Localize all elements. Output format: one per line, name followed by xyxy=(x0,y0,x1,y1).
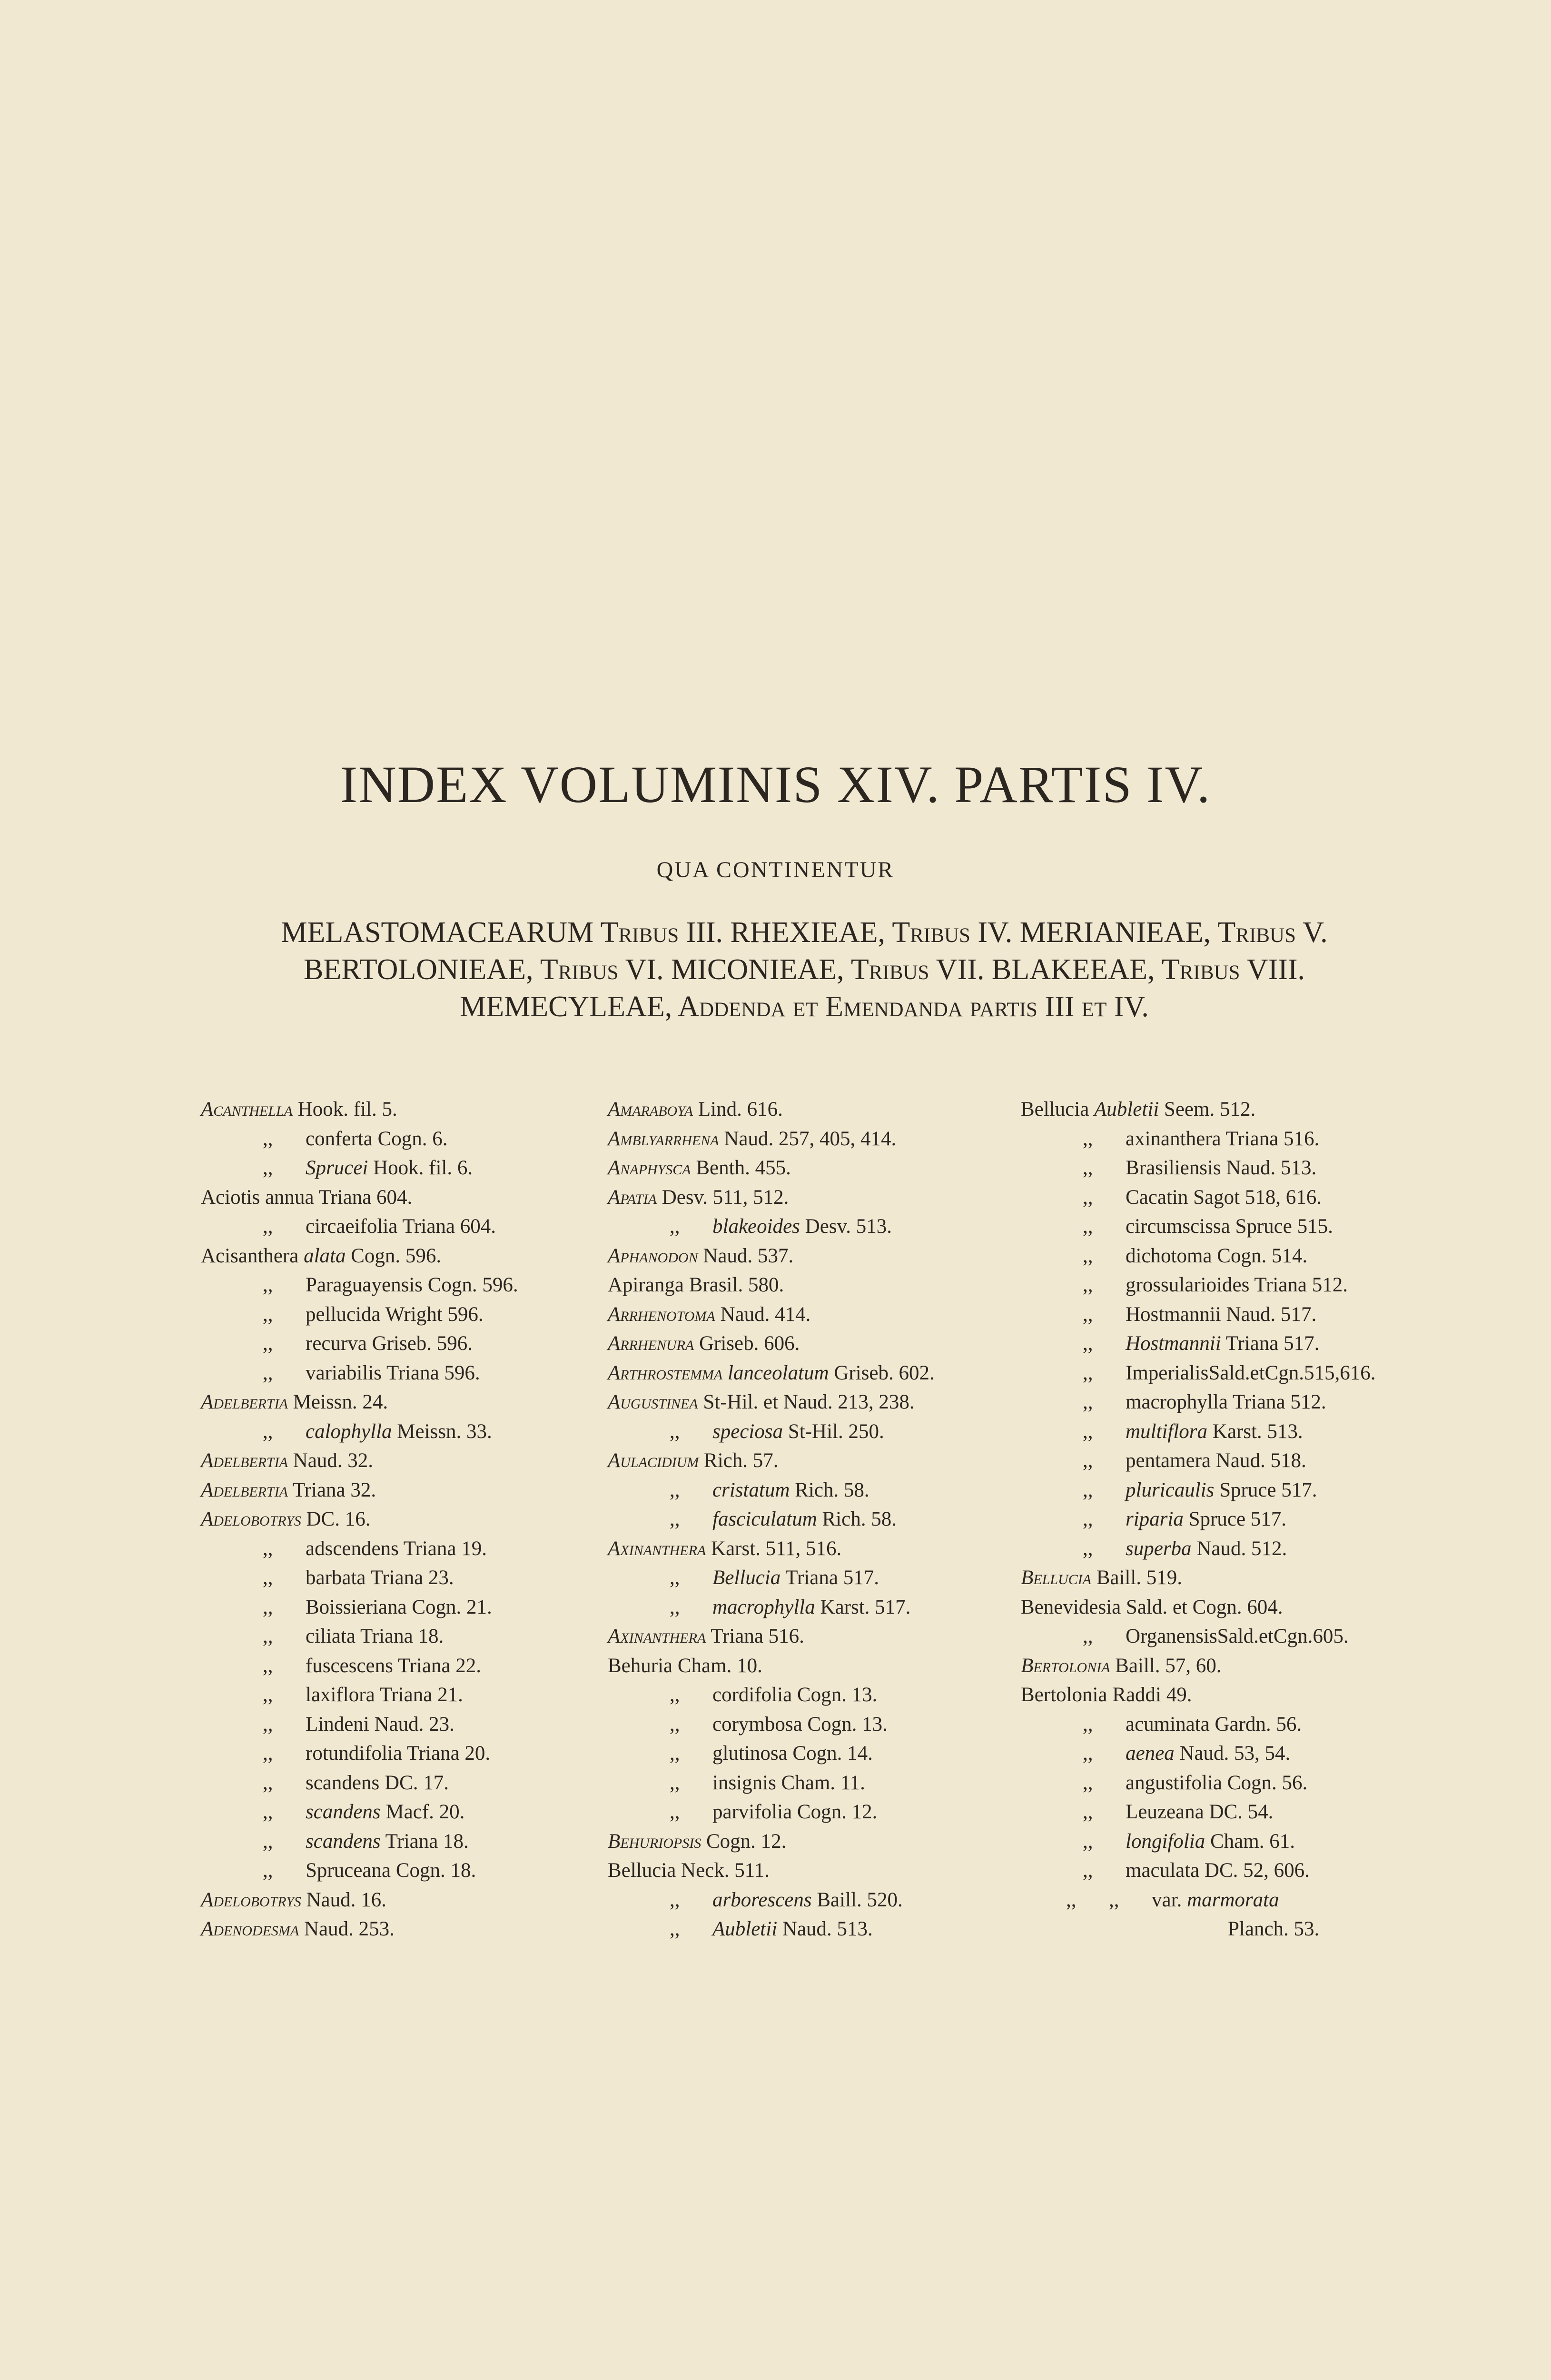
entry-text: DC. 16. xyxy=(301,1508,371,1530)
ditto-mark: ,, xyxy=(263,1771,273,1794)
index-entry xyxy=(201,1768,582,1798)
species-epithet: scandens xyxy=(306,1801,381,1823)
entry-text: Triana 18. xyxy=(380,1830,469,1853)
entry-text: pentamera Naud. 518. xyxy=(1126,1449,1306,1472)
entry-text: Bellucia Neck. 511. xyxy=(608,1859,770,1882)
entry-text: Acisanthera xyxy=(201,1244,304,1267)
index-entry xyxy=(1021,1739,1402,1768)
entry-text: Karst. 517. xyxy=(815,1596,911,1618)
entry-text: Triana 517. xyxy=(1221,1332,1320,1355)
ditto-mark: ,, xyxy=(670,1771,680,1794)
entry-text: Naud. 512. xyxy=(1191,1537,1287,1560)
index-entry xyxy=(1021,1212,1402,1241)
species-epithet: Bellucia xyxy=(712,1567,781,1589)
ditto-mark: ,, xyxy=(263,1654,273,1677)
entry-text: Aciotis annua Triana 604. xyxy=(201,1186,413,1209)
index-entry xyxy=(1021,1476,1402,1505)
index-column-2 xyxy=(608,1095,988,1944)
entry-text: Desv. 511, 512. xyxy=(656,1186,789,1209)
entry-text: Cogn. 596. xyxy=(346,1244,442,1267)
entry-text: ciliata Triana 18. xyxy=(306,1625,444,1647)
genus-name: Adelobotrys xyxy=(201,1888,301,1911)
ditto-mark: ,, xyxy=(670,1215,680,1238)
index-entry xyxy=(201,1124,582,1154)
index-entry xyxy=(608,1885,988,1915)
entry-text: Cogn. 12. xyxy=(701,1830,787,1853)
index-entry xyxy=(1021,1651,1402,1681)
entry-text: Bertolonia Raddi 49. xyxy=(1021,1684,1192,1706)
ditto-mark: ,, xyxy=(1109,1888,1119,1911)
entry-text: Naud. 253. xyxy=(299,1918,395,1940)
ditto-mark: ,, xyxy=(1083,1625,1093,1647)
entry-text: pellucida Wright 596. xyxy=(306,1303,484,1326)
entry-text: Rich. 57. xyxy=(699,1449,779,1472)
index-entry xyxy=(1021,1417,1402,1447)
ditto-mark: ,, xyxy=(263,1596,273,1618)
index-entry xyxy=(201,1446,582,1476)
ditto-mark: ,, xyxy=(1083,1830,1093,1853)
ditto-mark: ,, xyxy=(1083,1127,1093,1150)
index-entry xyxy=(1021,1153,1402,1183)
entry-text: Benevidesia Sald. et Cogn. 604. xyxy=(1021,1596,1283,1618)
index-entry xyxy=(1021,1095,1402,1124)
ditto-mark: ,, xyxy=(263,1684,273,1706)
species-epithet: arborescens xyxy=(712,1888,812,1911)
genus-name: Adelbertia xyxy=(201,1449,288,1472)
index-entry xyxy=(608,1212,988,1241)
entry-text: cordifolia Cogn. 13. xyxy=(712,1684,878,1706)
genus-name: Apatia xyxy=(608,1186,657,1209)
entry-text: Meissn. 33. xyxy=(392,1420,492,1443)
species-epithet: pluricaulis xyxy=(1126,1478,1215,1501)
index-entry xyxy=(1021,1710,1402,1739)
entry-text: Karst. 511, 516. xyxy=(706,1537,842,1560)
genus-name: Behuriopsis xyxy=(608,1830,701,1853)
ditto-mark: ,, xyxy=(1083,1215,1093,1238)
entry-text: Karst. 513. xyxy=(1207,1420,1303,1443)
index-column-1 xyxy=(201,1095,582,1944)
entry-text: Naud. 16. xyxy=(301,1888,386,1911)
entry-text: Bellucia xyxy=(1021,1098,1095,1121)
index-entry xyxy=(201,1270,582,1300)
entry-text: Leuzeana DC. 54. xyxy=(1126,1801,1274,1823)
index-entry xyxy=(1021,1359,1402,1388)
genus-name: Aulacidium xyxy=(608,1449,699,1472)
index-entry xyxy=(201,1388,582,1417)
entry-text: Desv. 513. xyxy=(800,1215,892,1238)
entry-text: circaeifolia Triana 604. xyxy=(306,1215,496,1238)
entry-text: Hostmannii Naud. 517. xyxy=(1126,1303,1317,1326)
entry-text: variabilis Triana 596. xyxy=(306,1361,480,1384)
ditto-mark: ,, xyxy=(670,1567,680,1589)
index-entry xyxy=(1021,1768,1402,1798)
entry-continuation: Planch. 53. xyxy=(1228,1918,1320,1940)
ditto-mark: ,, xyxy=(263,1537,273,1560)
index-entry xyxy=(201,1563,582,1593)
index-entry xyxy=(201,1914,582,1944)
index-entry xyxy=(608,1680,988,1710)
index-entry xyxy=(201,1505,582,1534)
ditto-mark: ,, xyxy=(1083,1244,1093,1267)
entry-text: OrganensisSald.etCgn.605. xyxy=(1126,1625,1349,1647)
genus-name: Arthrostemma xyxy=(608,1361,723,1384)
species-epithet: Aubletii xyxy=(1094,1098,1159,1121)
index-entry xyxy=(201,1241,582,1271)
index-entry xyxy=(1021,1856,1402,1885)
species-epithet: lanceolatum xyxy=(722,1361,829,1384)
genus-name: Aphanodon xyxy=(608,1244,698,1267)
index-entry xyxy=(201,1359,582,1388)
entry-text: Boissieriana Cogn. 21. xyxy=(306,1596,492,1618)
ditto-mark: ,, xyxy=(1083,1537,1093,1560)
ditto-mark: ,, xyxy=(1083,1508,1093,1530)
entry-text: Spruce 517. xyxy=(1214,1478,1317,1501)
index-entry xyxy=(608,1183,988,1212)
index-entry xyxy=(1021,1914,1402,1944)
genus-name: Amaraboya xyxy=(608,1098,693,1121)
genus-name: Adelobotrys xyxy=(201,1508,301,1530)
ditto-mark: ,, xyxy=(263,1859,273,1882)
ditto-mark: ,, xyxy=(670,1713,680,1735)
entry-text: Cham. 61. xyxy=(1205,1830,1295,1853)
species-epithet: cristatum xyxy=(712,1478,790,1501)
index-entry xyxy=(1021,1827,1402,1856)
species-epithet: marmorata xyxy=(1187,1888,1279,1911)
species-epithet: longifolia xyxy=(1126,1830,1205,1853)
entry-text: acuminata Gardn. 56. xyxy=(1126,1713,1302,1735)
ditto-mark: ,, xyxy=(670,1801,680,1823)
entry-text: Benth. 455. xyxy=(691,1157,791,1179)
entry-text: Rich. 58. xyxy=(790,1478,869,1501)
entry-text: rotundifolia Triana 20. xyxy=(306,1742,491,1765)
index-entry xyxy=(1021,1797,1402,1827)
ditto-mark: ,, xyxy=(1083,1859,1093,1882)
ditto-mark: ,, xyxy=(263,1215,273,1238)
index-entry xyxy=(201,1797,582,1827)
genus-name: Axinanthera xyxy=(608,1625,706,1647)
entry-text: maculata DC. 52, 606. xyxy=(1126,1859,1310,1882)
genus-name: Augustinea xyxy=(608,1391,698,1413)
index-entry xyxy=(1021,1446,1402,1476)
ditto-mark: ,, xyxy=(1083,1274,1093,1296)
index-entry xyxy=(1021,1300,1402,1329)
index-entry xyxy=(608,1622,988,1651)
entry-text: circumscissa Spruce 515. xyxy=(1126,1215,1333,1238)
species-epithet: scandens xyxy=(306,1830,381,1853)
entry-text: Naud. 53, 54. xyxy=(1174,1742,1291,1765)
species-epithet: multiflora xyxy=(1126,1420,1208,1443)
ditto-mark: ,, xyxy=(1083,1478,1093,1501)
ditto-mark: ,, xyxy=(1083,1420,1093,1443)
index-entry xyxy=(608,1124,988,1154)
contents-description: MELASTOMACEARUM Tribus III. RHEXIEAE, Tribus IV. MERIANIEAE, Tribus V. BERTOLONIEAE, Tribus VI. MICONIEAE, Tribus VII. BLAKEEAE, Tribus VIII. MEMECYLEAE, Addenda et Emendanda partis III et IV. xyxy=(281,916,1328,1023)
index-entry xyxy=(608,1446,988,1476)
genus-name: Axinanthera xyxy=(608,1537,706,1560)
ditto-mark: ,, xyxy=(263,1420,273,1443)
entry-text: Baill. 519. xyxy=(1091,1567,1183,1589)
ditto-mark: ,, xyxy=(670,1918,680,1940)
ditto-mark: ,, xyxy=(1083,1332,1093,1355)
index-entry xyxy=(608,1270,988,1300)
entry-text: corymbosa Cogn. 13. xyxy=(712,1713,888,1735)
entry-text: Naud. 32. xyxy=(287,1449,374,1472)
genus-name: Anaphysca xyxy=(608,1157,691,1179)
index-column-3 xyxy=(1021,1095,1402,1944)
index-entry xyxy=(1021,1388,1402,1417)
index-entry xyxy=(1021,1534,1402,1564)
ditto-mark: ,, xyxy=(263,1274,273,1296)
entry-text: fuscescens Triana 22. xyxy=(306,1654,482,1677)
species-epithet: blakeoides xyxy=(712,1215,800,1238)
genus-name: Bellucia xyxy=(1021,1567,1091,1589)
ditto-mark: ,, xyxy=(263,1801,273,1823)
index-entry xyxy=(1021,1593,1402,1622)
index-entry xyxy=(201,1856,582,1885)
ditto-mark: ,, xyxy=(670,1888,680,1911)
index-entry xyxy=(608,1856,988,1885)
entry-text: Naud. 537. xyxy=(698,1244,794,1267)
ditto-mark: ,, xyxy=(670,1596,680,1618)
ditto-mark: ,, xyxy=(263,1303,273,1326)
species-epithet: Aubletii xyxy=(712,1918,778,1940)
species-epithet: Sprucei xyxy=(306,1157,368,1179)
genus-name: Arrhenura xyxy=(608,1332,694,1355)
entry-text: scandens DC. 17. xyxy=(306,1771,449,1794)
entry-text: Baill. 520. xyxy=(811,1888,903,1911)
entry-text: Triana 516. xyxy=(706,1625,804,1647)
entry-text: ImperialisSald.etCgn.515,616. xyxy=(1126,1361,1376,1384)
index-entry xyxy=(1021,1124,1402,1154)
species-epithet: superba xyxy=(1126,1537,1192,1560)
entry-text: Rich. 58. xyxy=(817,1508,897,1530)
entry-text: Apiranga Brasil. 580. xyxy=(608,1274,784,1296)
entry-text: Lindeni Naud. 23. xyxy=(306,1713,454,1735)
ditto-mark: ,, xyxy=(1083,1742,1093,1765)
index-entry xyxy=(201,1534,582,1564)
entry-text: Cacatin Sagot 518, 616. xyxy=(1126,1186,1322,1209)
index-entry xyxy=(608,1534,988,1564)
entry-text: Triana 517. xyxy=(780,1567,879,1589)
entry-text: axinanthera Triana 516. xyxy=(1126,1127,1320,1150)
entry-text: Paraguayensis Cogn. 596. xyxy=(306,1274,518,1296)
index-entry xyxy=(608,1768,988,1798)
species-epithet: alata xyxy=(304,1244,346,1267)
index-entry xyxy=(608,1505,988,1534)
ditto-mark: ,, xyxy=(1083,1391,1093,1413)
entry-text: Hook. fil. 5. xyxy=(292,1098,397,1121)
ditto-mark: ,, xyxy=(1083,1361,1093,1384)
ditto-mark: ,, xyxy=(1083,1303,1093,1326)
index-entry xyxy=(608,1476,988,1505)
species-epithet: calophylla xyxy=(306,1420,392,1443)
index-entry xyxy=(608,1593,988,1622)
ditto-mark: ,, xyxy=(263,1742,273,1765)
index-entry xyxy=(608,1095,988,1124)
index-entry xyxy=(1021,1563,1402,1593)
index-entry xyxy=(608,1153,988,1183)
genus-name: Acanthella xyxy=(201,1098,293,1121)
index-entry xyxy=(201,1593,582,1622)
entry-text: insignis Cham. 11. xyxy=(712,1771,865,1794)
species-epithet: speciosa xyxy=(712,1420,783,1443)
index-entry xyxy=(201,1183,582,1212)
index-entry xyxy=(201,1651,582,1681)
entry-text: macrophylla Triana 512. xyxy=(1126,1391,1326,1413)
entry-text: Meissn. 24. xyxy=(287,1391,388,1413)
genus-name: Adelbertia xyxy=(201,1478,288,1501)
page-subtitle: QUA CONTINENTUR xyxy=(656,857,895,883)
ditto-mark: ,, xyxy=(1083,1713,1093,1735)
species-epithet: fasciculatum xyxy=(712,1508,817,1530)
entry-text: glutinosa Cogn. 14. xyxy=(712,1742,873,1765)
ditto-mark: ,, xyxy=(263,1157,273,1179)
entry-text: Griseb. 606. xyxy=(694,1332,800,1355)
ditto-mark: ,, xyxy=(1083,1801,1093,1823)
index-entry xyxy=(608,1710,988,1739)
entry-text: Seem. 512. xyxy=(1159,1098,1256,1121)
index-entry xyxy=(1021,1680,1402,1710)
species-epithet: riparia xyxy=(1126,1508,1184,1530)
entry-text: barbata Triana 23. xyxy=(306,1567,454,1589)
ditto-mark: ,, xyxy=(263,1127,273,1150)
entry-text: Naud. 513. xyxy=(777,1918,873,1940)
entry-text: adscendens Triana 19. xyxy=(306,1537,487,1560)
entry-text: Hook. fil. 6. xyxy=(368,1157,473,1179)
index-entry xyxy=(608,1563,988,1593)
index-entry xyxy=(1021,1622,1402,1651)
index-entry xyxy=(1021,1505,1402,1534)
entry-text: laxiflora Triana 21. xyxy=(306,1684,463,1706)
entry-text: Behuria Cham. 10. xyxy=(608,1654,762,1677)
entry-text: St-Hil. et Naud. 213, 238. xyxy=(698,1391,915,1413)
index-entry xyxy=(1021,1241,1402,1271)
ditto-mark: ,, xyxy=(670,1684,680,1706)
entry-text: Baill. 57, 60. xyxy=(1110,1654,1222,1677)
ditto-mark: ,, xyxy=(1083,1186,1093,1209)
entry-text: Brasiliensis Naud. 513. xyxy=(1126,1157,1317,1179)
ditto-mark: ,, xyxy=(1083,1157,1093,1179)
ditto-mark: ,, xyxy=(263,1361,273,1384)
index-entry xyxy=(608,1827,988,1856)
index-entry xyxy=(201,1680,582,1710)
genus-name: Bertolonia xyxy=(1021,1654,1110,1677)
index-entry xyxy=(201,1300,582,1329)
index-entry xyxy=(201,1885,582,1915)
entry-text: grossularioides Triana 512. xyxy=(1126,1274,1348,1296)
entry-text: dichotoma Cogn. 514. xyxy=(1126,1244,1308,1267)
index-entry xyxy=(201,1827,582,1856)
ditto-mark: ,, xyxy=(670,1478,680,1501)
entry-text: var. xyxy=(1152,1888,1187,1911)
index-entry xyxy=(608,1914,988,1944)
index-entry xyxy=(201,1153,582,1183)
ditto-mark: ,, xyxy=(263,1713,273,1735)
ditto-mark: ,, xyxy=(670,1508,680,1530)
index-entry xyxy=(201,1476,582,1505)
index-entry xyxy=(201,1417,582,1447)
entry-text: Macf. 20. xyxy=(380,1801,465,1823)
entry-text: Triana 32. xyxy=(287,1478,376,1501)
ditto-mark: ,, xyxy=(1083,1449,1093,1472)
index-entry xyxy=(608,1797,988,1827)
species-epithet: macrophylla xyxy=(712,1596,815,1618)
entry-text: recurva Griseb. 596. xyxy=(306,1332,473,1355)
entry-text: Spruceana Cogn. 18. xyxy=(306,1859,476,1882)
ditto-mark: ,, xyxy=(670,1742,680,1765)
entry-text: St-Hil. 250. xyxy=(783,1420,884,1443)
index-entry xyxy=(201,1739,582,1768)
entry-text: Griseb. 602. xyxy=(829,1361,935,1384)
genus-name: Arrhenotoma xyxy=(608,1303,715,1326)
index-entry xyxy=(1021,1270,1402,1300)
index-entry xyxy=(201,1622,582,1651)
ditto-mark: ,, xyxy=(1083,1771,1093,1794)
species-epithet: aenea xyxy=(1126,1742,1175,1765)
entry-text: Lind. 616. xyxy=(693,1098,783,1121)
ditto-mark: ,, xyxy=(263,1625,273,1647)
entry-text: Naud. 414. xyxy=(715,1303,811,1326)
ditto-mark: ,, xyxy=(670,1420,680,1443)
index-entry xyxy=(1021,1885,1402,1915)
genus-name: Amblyarrhena xyxy=(608,1127,719,1150)
index-entry xyxy=(608,1241,988,1271)
ditto-mark: ,, xyxy=(1066,1888,1077,1911)
page-title: INDEX VOLUMINIS XIV. PARTIS IV. xyxy=(340,755,1211,813)
index-entry xyxy=(608,1329,988,1359)
index-entry xyxy=(201,1212,582,1241)
ditto-mark: ,, xyxy=(263,1567,273,1589)
index-entry xyxy=(608,1359,988,1388)
genus-name: Adenodesma xyxy=(201,1918,299,1940)
index-entry xyxy=(608,1417,988,1447)
entry-text: parvifolia Cogn. 12. xyxy=(712,1801,878,1823)
entry-text: Spruce 517. xyxy=(1183,1508,1287,1530)
index-entry xyxy=(608,1300,988,1329)
genus-name: Adelbertia xyxy=(201,1391,288,1413)
entry-text: conferta Cogn. 6. xyxy=(306,1127,448,1150)
index-entry xyxy=(1021,1183,1402,1212)
index-entry xyxy=(201,1329,582,1359)
index-entry xyxy=(608,1739,988,1768)
index-entry xyxy=(1021,1329,1402,1359)
index-entry xyxy=(608,1388,988,1417)
index-entry xyxy=(201,1095,582,1124)
entry-text: angustifolia Cogn. 56. xyxy=(1126,1771,1308,1794)
species-epithet: Hostmannii xyxy=(1126,1332,1221,1355)
index-entry xyxy=(608,1651,988,1681)
ditto-mark: ,, xyxy=(263,1332,273,1355)
index-entry xyxy=(201,1710,582,1739)
entry-text: Naud. 257, 405, 414. xyxy=(719,1127,897,1150)
ditto-mark: ,, xyxy=(263,1830,273,1853)
